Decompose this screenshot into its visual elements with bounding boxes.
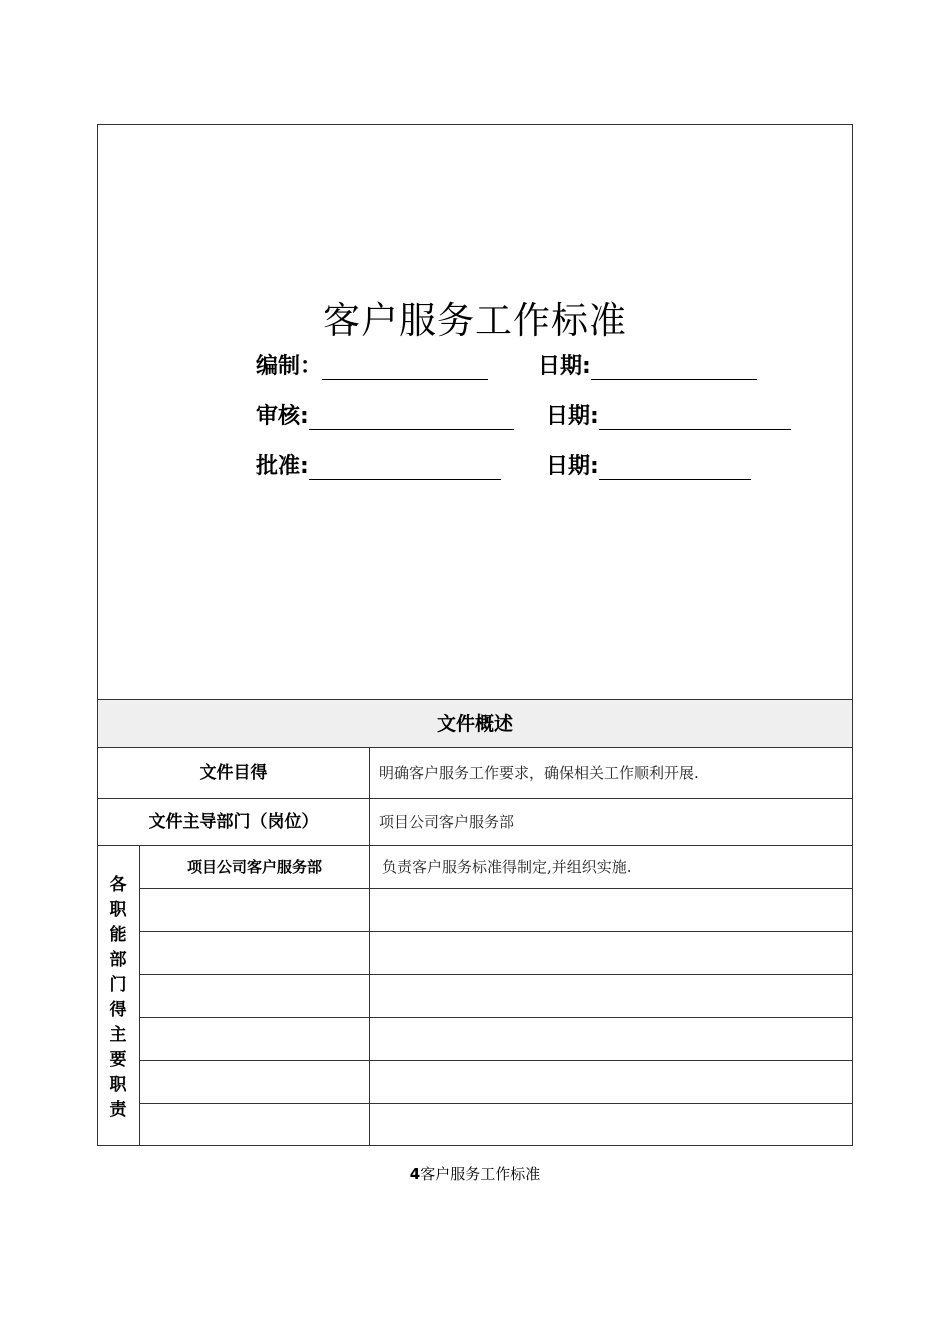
- review-date-label: 日期:: [546, 404, 599, 429]
- signature-row-approve-date: [546, 449, 751, 480]
- overview-heading: 文件概述: [98, 699, 852, 748]
- duty-dept: 项目公司客户服务部: [186, 858, 322, 876]
- duty-desc: 负责客户服务标准得制定,并组织实施.: [382, 858, 632, 876]
- signature-row-compile-date: [538, 349, 757, 380]
- duty-dept: [140, 1061, 369, 1103]
- compile-date-label: 日期:: [538, 354, 591, 379]
- page-footer: [0, 1163, 950, 1184]
- duty-desc: [382, 932, 850, 974]
- approve-label: 批准:: [256, 454, 309, 479]
- page-number: 4: [409, 1165, 421, 1183]
- approve-date-label: 日期:: [546, 454, 599, 479]
- signature-row-approve: [256, 449, 501, 480]
- purpose-value: 明确客户服务工作要求，确保相关工作顺利开展.: [379, 764, 699, 782]
- signature-row-review-date: [546, 399, 791, 430]
- duties-label: 各职能部门得主要职责: [109, 875, 127, 1120]
- purpose-label: 文件目得: [199, 763, 268, 783]
- lead-dept-value: 项目公司客户服务部: [379, 813, 515, 831]
- approve-date-blank[interactable]: [599, 455, 751, 480]
- review-label: 审核:: [256, 404, 309, 429]
- duty-dept: [140, 932, 369, 974]
- duty-dept: [140, 1104, 369, 1145]
- signature-row-compile: [256, 349, 488, 380]
- duty-dept: [140, 975, 369, 1017]
- review-blank[interactable]: [309, 405, 514, 430]
- review-date-blank[interactable]: [599, 405, 791, 430]
- duty-desc: [382, 1061, 850, 1103]
- document-frame: [97, 124, 853, 1146]
- duty-desc: [382, 1018, 850, 1060]
- column-divider: [369, 748, 370, 1146]
- duty-desc: [382, 889, 850, 931]
- compile-label: 编制：: [256, 354, 323, 379]
- document-title: 客户服务工作标准: [323, 299, 627, 342]
- duty-desc: [382, 1104, 850, 1145]
- signature-row-review: [256, 399, 514, 430]
- compile-date-blank[interactable]: [591, 355, 757, 380]
- compile-blank[interactable]: [322, 355, 488, 380]
- duty-dept: [140, 1018, 369, 1060]
- footer-title: 客户服务工作标准: [420, 1165, 541, 1183]
- lead-dept-label: 文件主导部门（岗位）: [148, 812, 319, 832]
- approve-blank[interactable]: [309, 455, 501, 480]
- duty-desc: [382, 975, 850, 1017]
- duty-dept: [140, 889, 369, 931]
